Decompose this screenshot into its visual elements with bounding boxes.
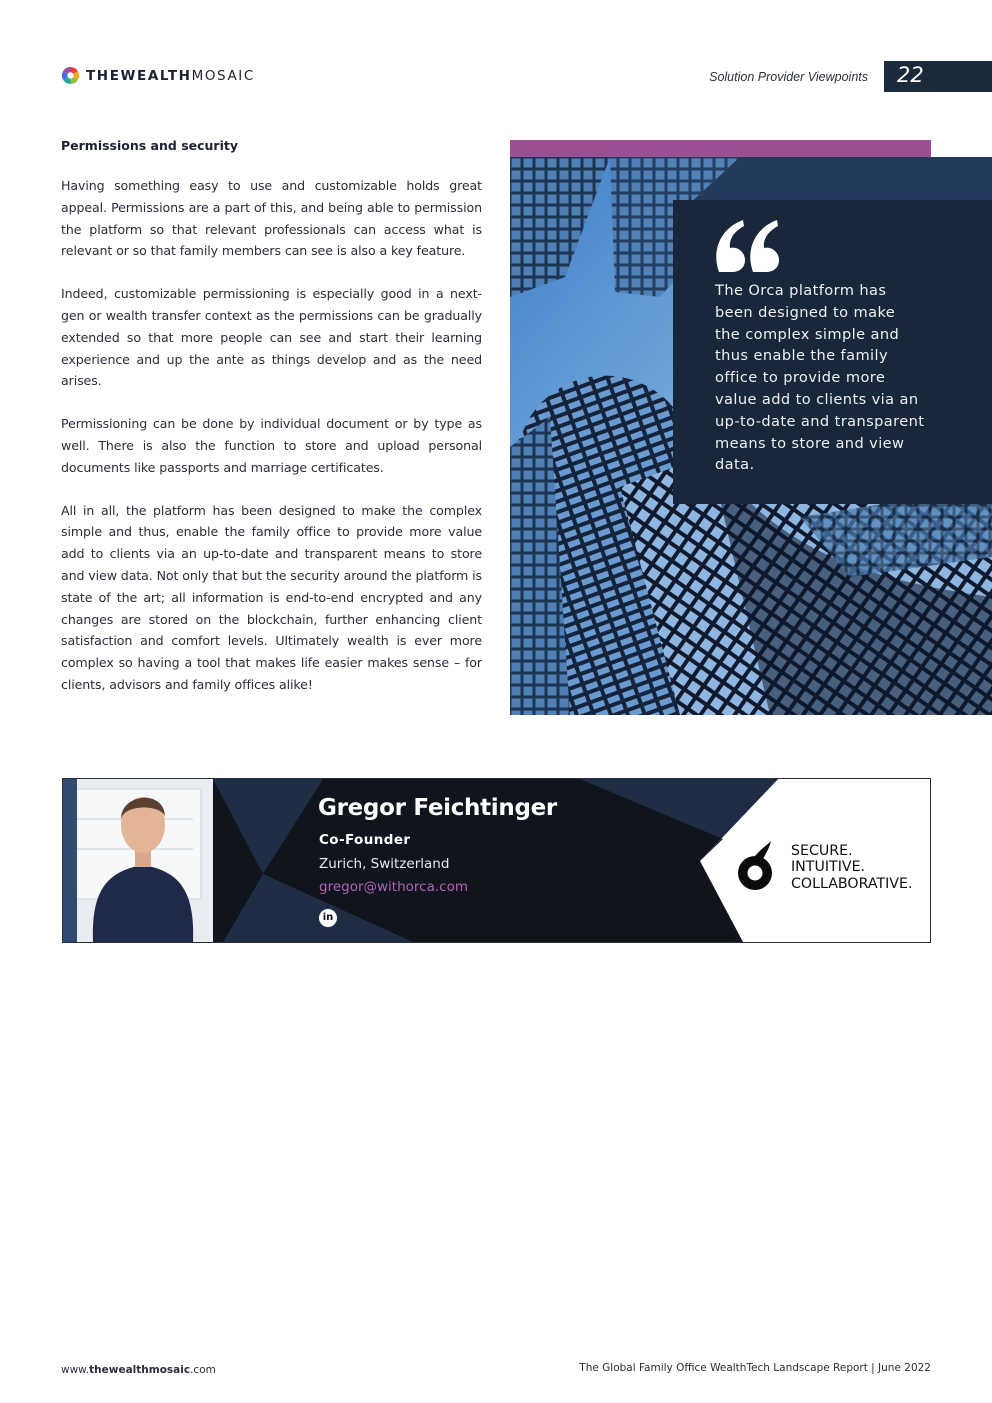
section-label: Solution Provider Viewpoints <box>709 70 868 84</box>
tagline-line: SECURE. <box>791 843 853 859</box>
article-heading: Permissions and security <box>61 138 238 153</box>
pull-quote-text: The Orca platform has been designed to make the complex simple and thus enable the family office to provide more value add to clients via an up-to-date and transparent means to store and view data. <box>715 282 925 474</box>
brand-logo <box>61 66 255 85</box>
logo-wordmark: THEWEALTHMOSAIC <box>86 67 255 84</box>
tagline-line: INTUITIVE. <box>791 859 866 876</box>
accent-bar <box>510 140 931 157</box>
article-paragraph: All in all, the platform has been designed to make the complex simple and thus, enable the family office to provide more value add to clients via an up-to-date and transparent means to store and view data. Not only that but the security around the platform is state of the art; all information is end-to-end encrypted and any changes are stored on the blockchain, further enhancing client satisfaction and comfort levels. Ultimately wealth is ever more complex so having a tool that makes life easier makes sense – for clients, advisors and family offices alike! <box>61 502 482 692</box>
footer-website-link[interactable]: www.thewealthmosaic.com <box>61 1364 216 1376</box>
contact-name: Gregor Feichtinger <box>318 795 557 821</box>
quote-mark-icon <box>715 220 781 272</box>
author-contact-card <box>62 778 931 943</box>
pull-quote <box>673 200 992 504</box>
orca-logo-icon <box>735 841 777 893</box>
article-body <box>61 138 482 717</box>
contact-role: Co-Founder <box>319 832 411 848</box>
page-number: 22 <box>897 63 924 87</box>
mosaic-logo-icon <box>61 66 80 85</box>
brand-tagline <box>791 843 912 892</box>
footer-report-title: The Global Family Office WealthTech Landscape Report | June 2022 <box>579 1362 931 1374</box>
page-number-badge <box>884 61 992 92</box>
contact-location: Zurich, Switzerland <box>319 856 450 872</box>
article-paragraph: Indeed, customizable permissioning is especially good in a next-gen or wealth transfer context as the permissions can be gradually extended so that more people can see and start their learning experience and up the ante as things develop and as the need arises. <box>61 286 482 389</box>
tagline-line: COLLABORATIVE. <box>791 875 913 892</box>
contact-email-link[interactable]: gregor@withorca.com <box>319 879 468 895</box>
linkedin-icon[interactable]: in <box>319 909 337 927</box>
article-paragraph: Permissioning can be done by individual document or by type as well. There is also the function to store and upload personal documents like passports and marriage certificates. <box>61 416 482 475</box>
article-paragraph: Having something easy to use and customizable holds great appeal. Permissions are a part of this, and being able to permission the platform so that relevant professionals can access what is relevant or so that family members can see is also a key feature. <box>61 178 482 259</box>
